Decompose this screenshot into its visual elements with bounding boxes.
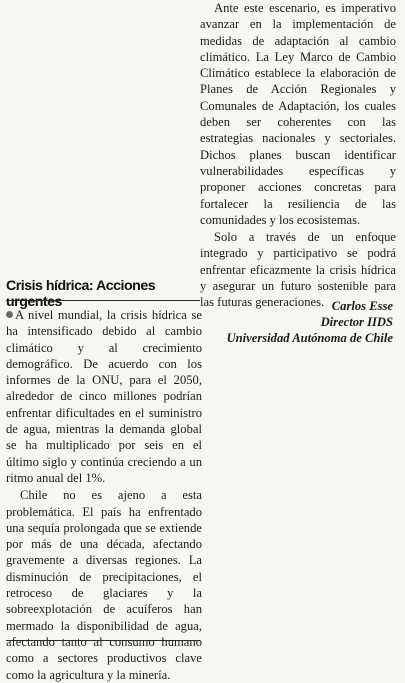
bottom-divider <box>6 640 200 641</box>
paragraph-intro <box>6 307 202 486</box>
paragraph-intro-text: A nivel mundial, la crisis hídrica se ha intensificado debido al cambio climático y al crecimiento demográfico. De acuerdo con los informes de la ONU, para el 2050, alrededor de cinco millones podrían enfrentar dificultades en el suministro de agua, mientras la demanda global se ha multiplicado por seis en el último siglo y continúa creciendo a un ritmo anual del 1%. <box>6 308 202 485</box>
right-column <box>200 0 396 311</box>
signature-role: Director IIDS <box>320 315 393 329</box>
signature-name: Carlos Esse <box>331 299 393 313</box>
article-title: Crisis hídrica: Acciones urgentes <box>6 278 156 310</box>
signature-institution: Universidad Autónoma de Chile <box>226 331 393 345</box>
paragraph-chile: Chile no es ajeno a esta problemática. El país ha enfrentado una sequía prolongada que se extiende por más de una década, afectando gravemente a diversas regiones. La disminución de precipitaciones, el retroceso de glaciares y la sobreexplotación de acuíferos han mermado la disponibilidad de agua, afectando tanto al consumo humano como a sectores productivos clave como la agricultura y la minería. <box>6 488 202 682</box>
bullet-icon <box>6 311 13 318</box>
left-column <box>6 307 202 683</box>
paragraph-adaptation: Ante este escenario, es imperativo avanzar en la implementación de medidas de adaptación al cambio climático. La Ley Marco de Cambio Climático establece la elaboración de Planes de Acción Regionales y Comunales de Adaptación, los cuales deben ser coherentes con las estrategias nacionales y sectoriales. Dichos planes buscan identificar vulnerabilidades específicas y proponer acciones concretas para fortalecer la resiliencia de las comunidades y los ecosistemas. <box>200 1 396 227</box>
title-divider <box>6 300 200 301</box>
paragraph-conclusion: Solo a través de un enfoque integrado y participativo se podrá enfrentar eficazmente la crisis hídrica y asegurar un futuro sostenible para las futuras generaciones. <box>200 230 396 310</box>
